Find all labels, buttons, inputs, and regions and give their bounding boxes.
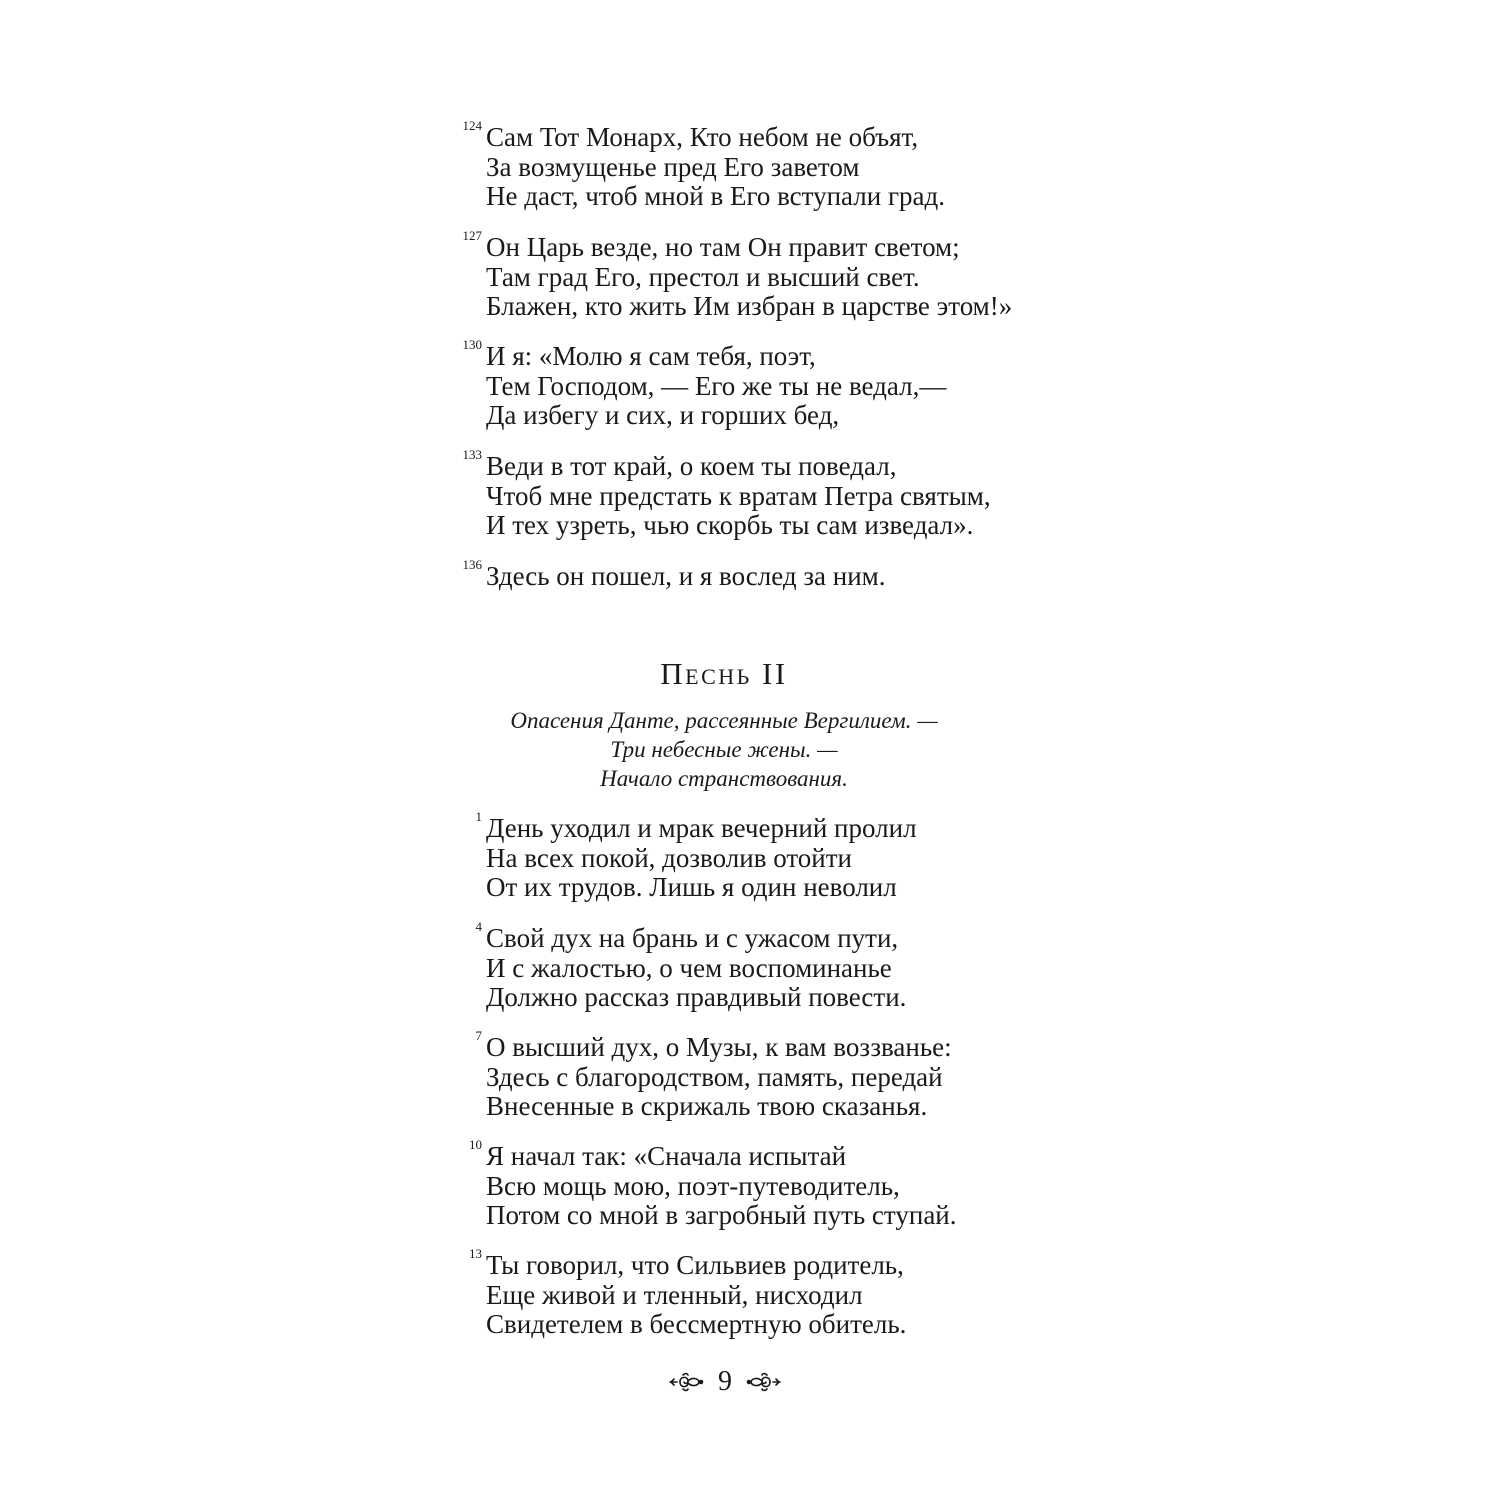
verse-line: Еще живой и тленный, нисходил (486, 1279, 863, 1310)
verse-line: О высший дух, о Музы, к вам воззванье: (486, 1032, 952, 1062)
stanza-7 (454, 1028, 1094, 1122)
stanza-13 (454, 1246, 1094, 1340)
verse-line: Там град Его, престол и высший свет. (486, 261, 920, 292)
verse-line: И с жалостью, о чем воспоминанье (486, 952, 892, 983)
verse-line: За возмущенье пред Его заветом (486, 151, 860, 182)
verse-line: День уходил и мрак вечерний пролил (486, 813, 917, 843)
stanza-4 (454, 919, 1094, 1013)
verse-line: Веди в тот край, о коем ты поведал, (486, 451, 897, 481)
verse-number: 127 (462, 228, 482, 243)
verse-number: 136 (462, 557, 482, 572)
verse-line: От их трудов. Лишь я один неволил (486, 872, 897, 902)
verse-number: 124 (462, 118, 482, 133)
stanza-130 (454, 337, 1094, 431)
verse-line: Потом со мной в загробный путь ступай. (486, 1200, 957, 1230)
verse-number: 7 (475, 1028, 482, 1043)
page-footer (650, 1362, 800, 1402)
stanza-136 (454, 557, 1094, 592)
argument-line: Три небесные жены. — (610, 737, 838, 762)
page-number: 9 (718, 1366, 732, 1397)
verse-line: И я: «Молю я сам тебя, поэт, (486, 341, 816, 371)
stanza-10 (454, 1137, 1094, 1231)
stanza-124 (454, 118, 1094, 212)
argument-line: Опасения Данте, рассеянные Вергилием. — (510, 708, 938, 733)
verse-line: Всю мощь мою, поэт-путеводитель, (486, 1170, 900, 1201)
verse-line: Чтоб мне предстать к вратам Петра святым, (486, 480, 991, 511)
verse-number: 1 (475, 809, 482, 824)
verse-number: 10 (469, 1137, 482, 1152)
canto-title-text: Песнь II (660, 656, 788, 691)
verse-line: Здесь с благородством, память, передай (486, 1061, 943, 1092)
verse-line: Тем Господом, — Его же ты не ведал,— (486, 370, 947, 401)
verse-line: На всех покой, дозволив отойти (486, 842, 852, 873)
verse-line: Ты говорил, что Сильвиев родитель, (486, 1250, 904, 1280)
verse-line: Я начал так: «Сначала испытай (486, 1141, 847, 1171)
canto-title (454, 652, 994, 696)
verse-number: 13 (469, 1246, 482, 1261)
verse-number: 130 (462, 337, 482, 352)
verse-number: 4 (475, 919, 482, 934)
verse-line: Должно рассказ правдивый повести. (486, 982, 907, 1012)
fleuron-left-icon (668, 1371, 704, 1393)
verse-line: Свидетелем в бессмертную обитель. (486, 1309, 907, 1339)
verse-line: Он Царь везде, но там Он правит светом; (486, 232, 960, 262)
verse-number: 133 (462, 447, 482, 462)
argument-line: Начало странствования. (600, 766, 848, 791)
stanza-127 (454, 228, 1094, 322)
stanza-133 (454, 447, 1094, 541)
verse-line: Свой дух на брань и с ужасом пути, (486, 923, 899, 953)
verse-line: Блажен, кто жить Им избран в царстве этом!» (486, 291, 1013, 321)
verse-line: И тех узреть, чью скорбь ты сам изведал». (486, 510, 974, 540)
verse-line: Не даст, чтоб мной в Его вступали град. (486, 181, 945, 211)
stanza-1 (454, 809, 1094, 903)
fleuron-right-icon (746, 1371, 782, 1393)
verse-line: Внесенные в скрижаль твою сказанья. (486, 1091, 928, 1121)
verse-line: Здесь он пошел, и я вослед за ним. (486, 561, 886, 591)
verse-line: Сам Тот Монарх, Кто небом не объят, (486, 122, 919, 152)
canto-argument (454, 706, 994, 793)
verse-line: Да избегу и сих, и горших бед, (486, 400, 840, 430)
